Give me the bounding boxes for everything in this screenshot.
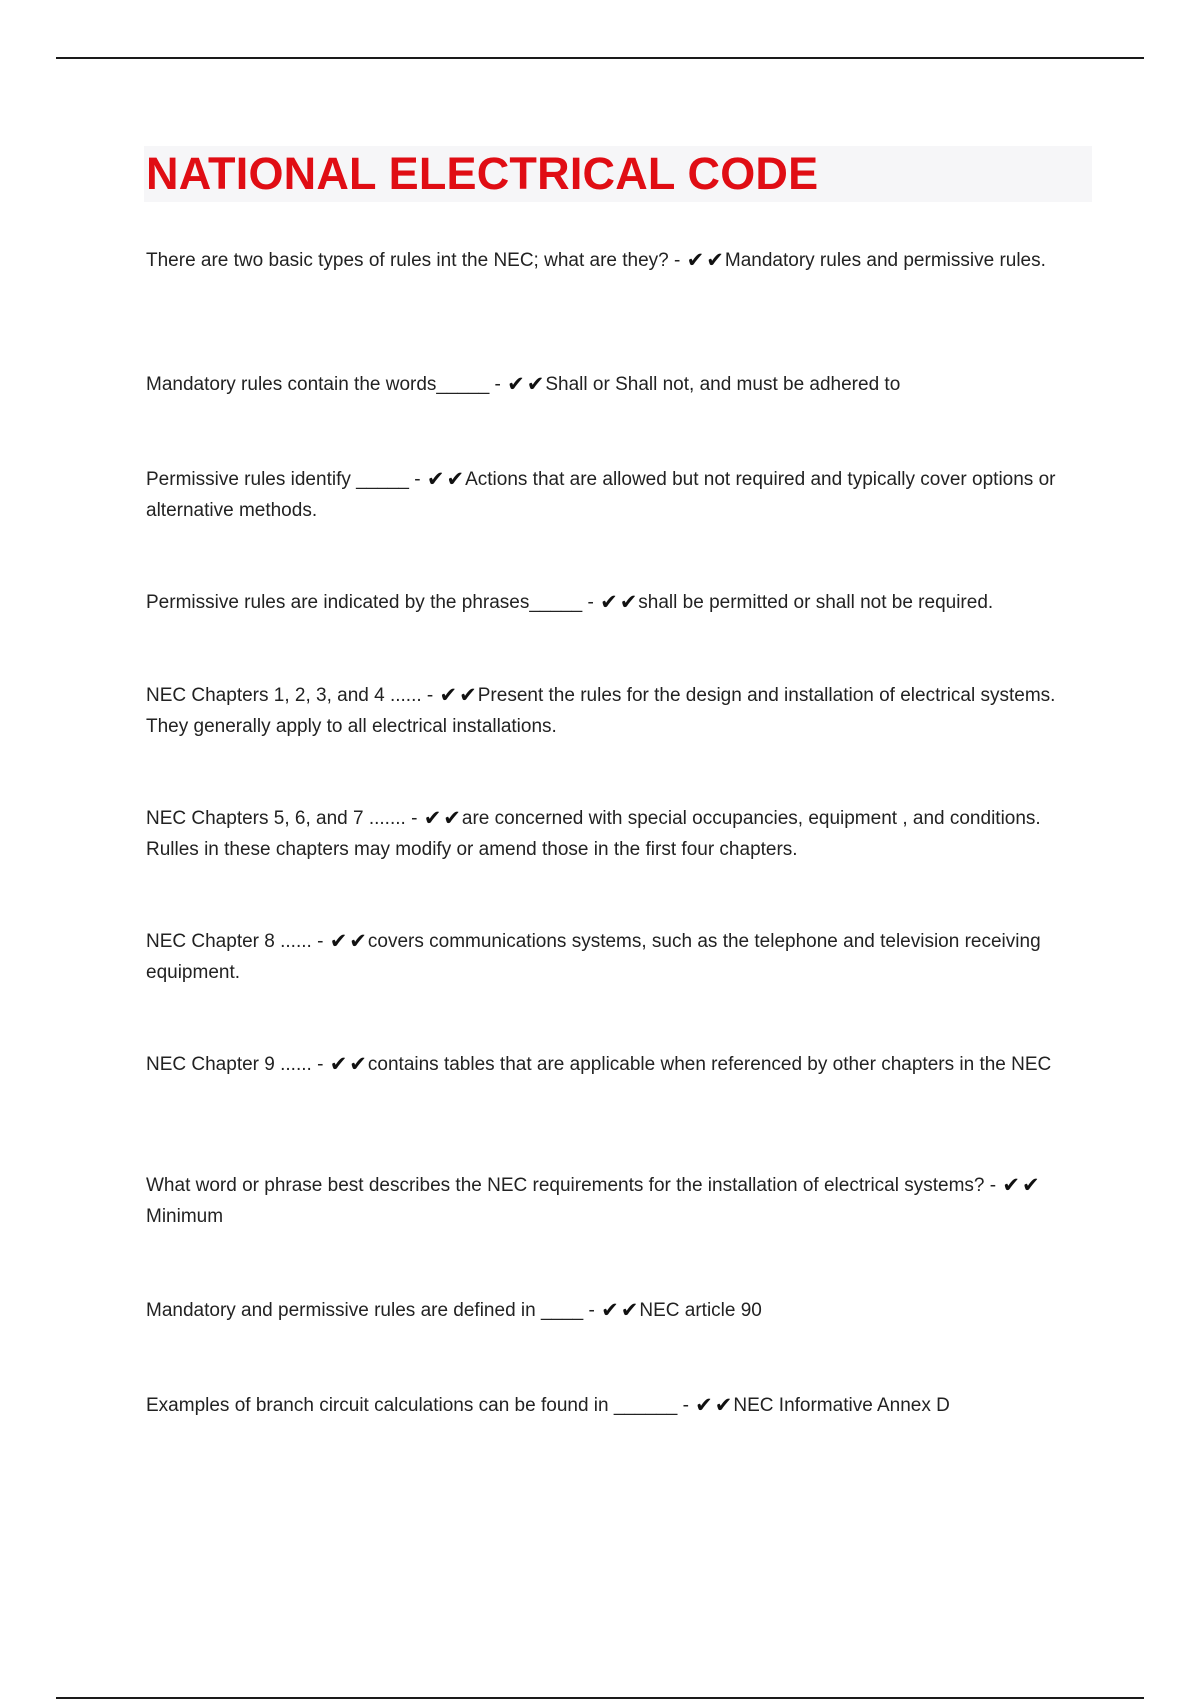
question-text: What word or phrase best describes the NEC requirements for the installation of electrical systems? [146, 1175, 985, 1196]
check-icon: ✔ [706, 248, 724, 272]
question-text: NEC Chapters 5, 6, and 7 ....... [146, 808, 406, 829]
answer-text: Present the rules for the design and installation of electrical systems. They generally apply to all electrical installations. [146, 685, 1056, 737]
answer-text: contains tables that are applicable when referenced by other chapters in the NEC [367, 1054, 1052, 1075]
separator: - [411, 808, 418, 829]
qa-item [146, 1390, 1096, 1421]
separator: - [426, 685, 434, 706]
answer-text: are concerned with special occupancies, equipment , and conditions. Rulles in these chapters may modify or amend those in the first four chapters. [146, 808, 1041, 860]
qa-item [146, 803, 1096, 865]
check-icon: ✔ [600, 590, 618, 614]
separator: - [317, 1054, 324, 1075]
question-text: NEC Chapter 8 ...... [146, 931, 312, 952]
separator: - [414, 469, 421, 490]
separator: - [989, 1175, 997, 1196]
answer-text: shall be permitted or shall not be required. [638, 592, 994, 613]
top-rule [56, 57, 1144, 59]
check-icon: ✔ [446, 467, 465, 491]
check-icon: ✔ [349, 1052, 367, 1076]
qa-item [146, 1170, 1096, 1232]
question-text: NEC Chapter 9 ...... [146, 1054, 312, 1075]
answer-text: NEC Informative Annex D [733, 1395, 950, 1416]
document-title: NATIONAL ELECTRICAL CODE [146, 148, 819, 199]
separator: - [494, 374, 501, 395]
check-icon: ✔ [426, 467, 445, 491]
check-icon: ✔ [526, 372, 545, 396]
check-icon: ✔ [619, 590, 638, 614]
check-icon: ✔ [423, 806, 442, 830]
check-icon: ✔ [507, 372, 525, 396]
check-icon: ✔ [1021, 1173, 1040, 1197]
check-icon: ✔ [601, 1298, 619, 1322]
question-text: There are two basic types of rules int the NEC; what are they? [146, 250, 669, 271]
qa-item [146, 369, 1096, 400]
check-icon: ✔ [1002, 1173, 1020, 1197]
answer-text: Mandatory rules and permissive rules. [724, 250, 1046, 271]
check-icon: ✔ [329, 929, 348, 953]
question-text: Mandatory and permissive rules are defined in ____ [146, 1300, 584, 1321]
qa-item [146, 587, 1096, 618]
separator: - [682, 1395, 689, 1416]
qa-item [146, 245, 1096, 276]
answer-text: Actions that are allowed but not required and typically cover options or alternative methods. [146, 469, 1056, 521]
question-text: Permissive rules identify _____ [146, 469, 409, 490]
answer-text: NEC article 90 [639, 1300, 762, 1321]
check-icon: ✔ [686, 248, 705, 272]
check-icon: ✔ [695, 1393, 713, 1417]
bottom-rule [56, 1697, 1144, 1699]
qa-item [146, 464, 1096, 526]
qa-item [146, 926, 1096, 988]
separator: - [588, 1300, 595, 1321]
question-text: Examples of branch circuit calculations can be found in ______ [146, 1395, 678, 1416]
check-icon: ✔ [443, 806, 461, 830]
check-icon: ✔ [459, 683, 477, 707]
question-text: Mandatory rules contain the words_____ [146, 374, 490, 395]
separator: - [587, 592, 594, 613]
answer-text: Minimum [146, 1206, 224, 1227]
question-text: Permissive rules are indicated by the phrases_____ [146, 592, 583, 613]
separator: - [317, 931, 324, 952]
question-text: NEC Chapters 1, 2, 3, and 4 ...... [146, 685, 422, 706]
qa-item [146, 680, 1096, 742]
check-icon: ✔ [620, 1298, 639, 1322]
check-icon: ✔ [714, 1393, 733, 1417]
check-icon: ✔ [439, 683, 458, 707]
answer-text: Shall or Shall not, and must be adhered to [545, 374, 901, 395]
separator: - [674, 250, 681, 271]
check-icon: ✔ [349, 929, 367, 953]
answer-text: covers communications systems, such as the telephone and television receiving equipment. [146, 931, 1041, 983]
qa-item [146, 1049, 1096, 1080]
qa-item [146, 1295, 1096, 1326]
check-icon: ✔ [329, 1052, 348, 1076]
